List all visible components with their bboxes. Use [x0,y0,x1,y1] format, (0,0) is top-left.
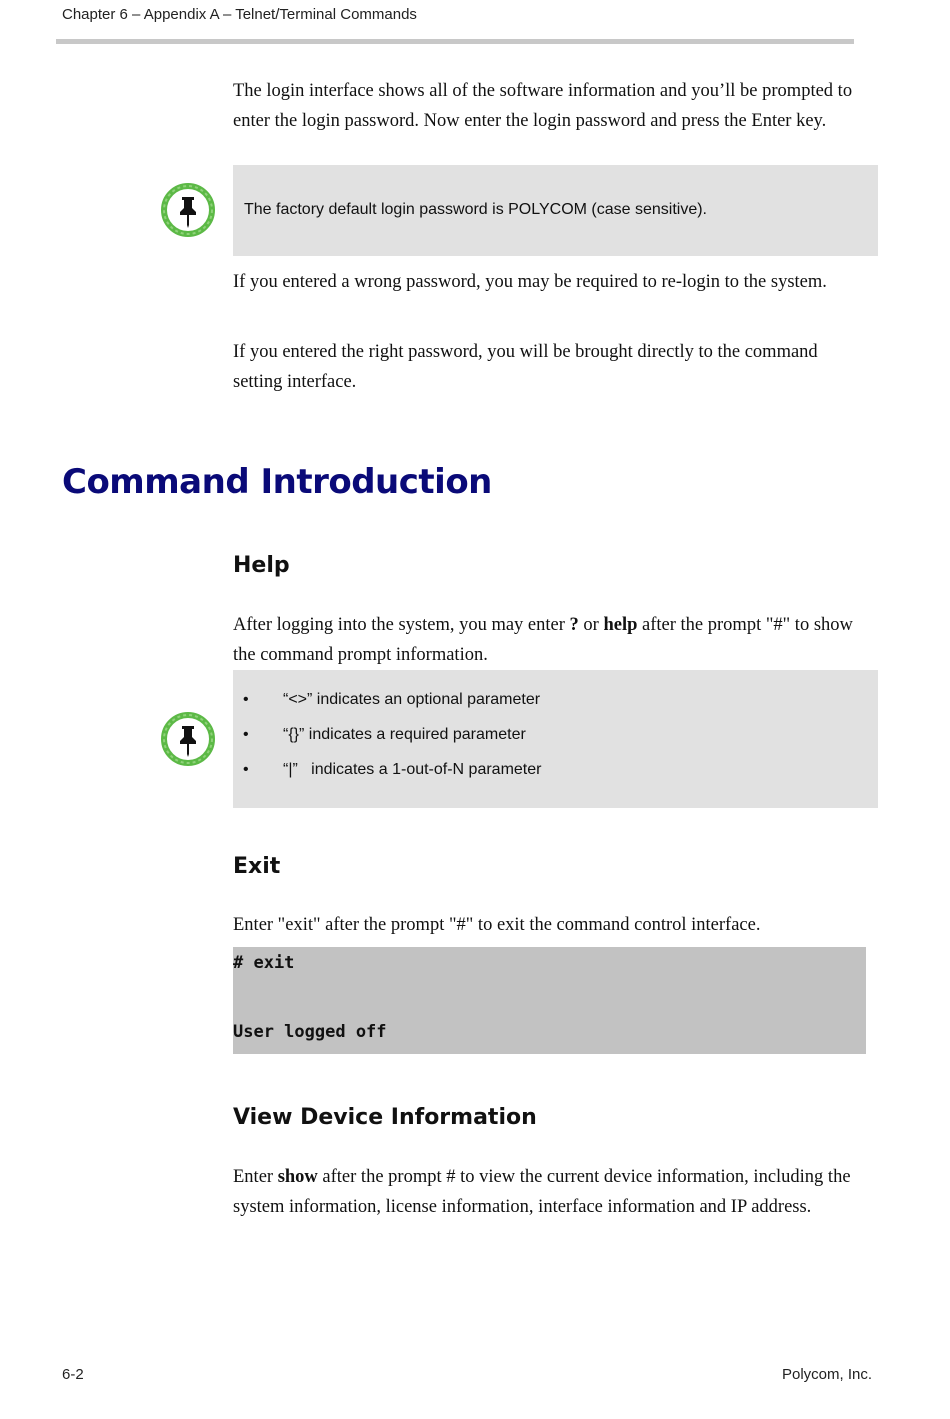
heading-view-device-information: View Device Information [233,1105,537,1130]
help-text-end: after the prompt "#" to show the command prompt information. [233,615,853,665]
pushpin-note-icon-2 [160,711,216,767]
view-device-text-start: Enter [233,1167,278,1187]
page-number: 6-2 [62,1366,84,1383]
view-device-text-end: after the prompt # to view the current device information, including the system information, license information, interface information and IP address. [233,1167,851,1217]
running-header: Chapter 6 – Appendix A – Telnet/Terminal Commands [62,6,417,23]
bullet-icon: • [243,761,249,778]
bullet-text: “{}” indicates a required parameter [283,726,526,743]
note-text-password: The factory default login password is POLYCOM (case sensitive). [244,201,707,218]
help-text-or: or [578,615,604,635]
intro-paragraph-3: If you entered the right password, you will be brought directly to the command setting interface. [233,342,818,392]
help-question-mark: ? [569,615,579,635]
heading-exit: Exit [233,854,281,879]
code-line-command: # exit [233,953,295,973]
code-line-output: User logged off [233,1022,387,1042]
footer-company: Polycom, Inc. [781,1366,872,1383]
bullet-icon: • [243,691,249,708]
bullet-text: “|” indicates a 1-out-of-N parameter [283,761,542,778]
note-box-parameters [233,670,878,808]
heading-help: Help [233,553,290,578]
help-text-start: After logging into the system, you may enter [233,615,570,635]
help-keyword: help [603,615,638,635]
intro-paragraph-2: If you entered a wrong password, you may be required to re-login to the system. [233,272,827,292]
intro-paragraph-1: The login interface shows all of the software information and you’ll be prompted to enter the login password. Now enter the login password and press the Enter key. [233,81,853,131]
code-block-exit [233,947,866,1054]
help-paragraph [233,611,873,670]
bullet-text: “<>” indicates an optional parameter [283,691,541,708]
bullet-icon: • [243,726,249,743]
header-rule [56,39,854,44]
view-device-paragraph [233,1163,878,1222]
note-box-password [233,165,878,256]
exit-paragraph: Enter "exit" after the prompt "#" to exit the command control interface. [233,915,761,935]
show-keyword: show [277,1167,318,1187]
section-title-command-introduction: Command Introduction [62,462,492,502]
pushpin-note-icon [160,182,216,238]
